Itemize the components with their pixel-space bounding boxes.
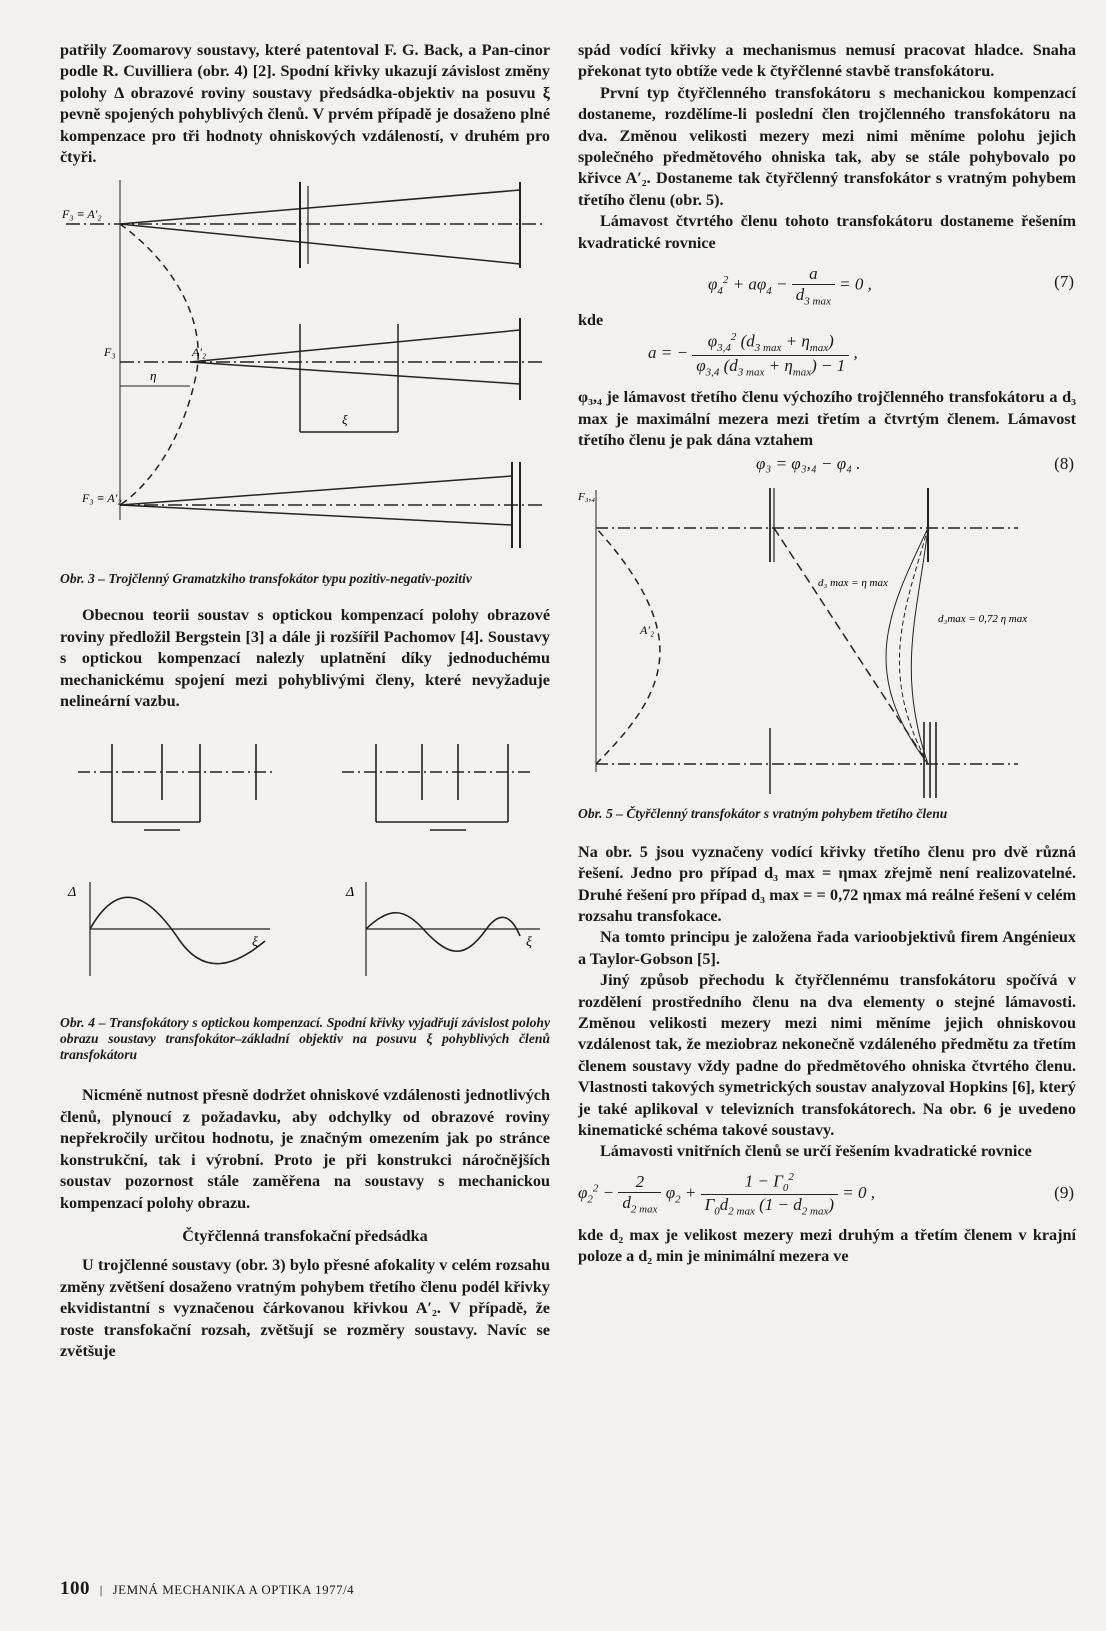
paragraph-last: kde d₂ max je velikost mezery mezi druhým a třetím členem v krajní poloze a d₂ min je minimální mezera ve: [578, 1225, 1076, 1266]
figure-3-caption: Obr. 3 – Trojčlenný Gramatzkiho transfokátor typu pozitiv-negativ-pozitiv: [60, 571, 472, 587]
figure-3: [60, 180, 550, 565]
fig5-label-a2: A′₂: [640, 622, 655, 637]
page-footer: 100 | JEMNÁ MECHANIKA A OPTIKA 1977/4: [60, 1578, 355, 1599]
fig5-label-f34: F₃,₄: [578, 490, 596, 503]
equation-7-number: (7): [1054, 272, 1074, 292]
paragraph-general-theory: Obecnou teorii soustav s optickou kompenzací polohy obrazové roviny předložil Bergstein [3] a dále ji rozšířil Pachomov [4]. Soustavy s optickou kompenzací nalezly uplatnění díky jednoduchému mechanickému spojení mezi pohyblivými členy, které nevyžaduje nelineární vazbu.: [60, 606, 550, 711]
paragraph-intro: patřily Zoomarovy soustavy, které patentoval F. G. Back, a Pan-cinor podle R. Cuvilliera (obr. 4) [2]. Spodní křivky ukazují závislost změny polohy Δ obrazové roviny soustavy předsádka-objektiv na posuvu ξ pevně spojených pohyblivých členů. V prvém případě je dosaženo plné kompenzace pro tři hodnoty ohniskových vzdáleností, v druhém pro čtyři.: [60, 41, 550, 167]
page-number: 100: [60, 1578, 90, 1599]
equation-9-number: (9): [1054, 1182, 1074, 1202]
label-kde: kde: [578, 311, 604, 330]
paragraph-continued: spád vodící křivky a mechanismus nemusí pracovat hladce. Snaha překonat tyto obtíže vede k čtyřčlenné stavbě transfokátoru.: [578, 41, 1076, 81]
figure-5-caption: Obr. 5 – Čtyřčlenný transfokátor s vratným pohybem třetího členu: [578, 805, 948, 821]
fig3-label-eta: η: [150, 368, 157, 384]
paragraph-other-method: Jiný způsob přechodu k čtyřčlennému transfokátoru spočívá v rozdělení prostředního členu na dva elementy o stejné lámavosti. Změnou velikosti mezery mezi nimi měníme jejich ohniskovou vzdálenost tak, že meziobraz nekonečně vzdáleného předmětu za třetím členem soustavy vždy padne do předmětového ohniska čtvrtého členu. Vlastnosti takových symetrických soustav analyzoval Hopkins [6], který je také aplikoval v televizních transfokátorech. Na obr. 6 je uvedeno kinematické schéma takové soustavy.: [578, 971, 1076, 1139]
equation-a: a = − $\frac{\varphi_{3,4}^2 (d_{3 max} + \eta_{max})}{\varphi_{3,4} (d_{3 max} + \eta_{max}) - 1}$ ,: [648, 331, 858, 378]
section-heading: Čtyřčlenná transfokační předsádka: [182, 1226, 428, 1245]
fig3-label-f3-a2-bottom: F₃ ≡ A′₂: [82, 491, 122, 506]
paragraph-fourth-power: Lámavost čtvrtého členu tohoto transfokátoru dostaneme řešením kvadratické rovnice: [578, 212, 1076, 252]
fig3-label-xi: ξ: [342, 412, 348, 428]
equation-8: [578, 452, 1076, 482]
figure-5: [578, 482, 1076, 802]
paragraph-however: Nicméně nutnost přesně dodržet ohniskové vzdálenosti jednotlivých členů, plynoucí z požadavku, aby odchylky od obrazové roviny nepřekročily určitou hodnotu, je značným omezením jak po stránce konstrukční, tak i výrobní. Proto je při konstrukci náročnějších soustav pozornost stále zaměřena na soustavy s mechanickou kompenzací polohy obrazu.: [60, 1086, 550, 1212]
paragraph-fig5: Na obr. 5 jsou vyznačeny vodící křivky třetího členu pro dvě různá řešení. Jedno pro případ d₃ max = ηmax zřejmě není realizovatelné. Druhé řešení pro případ d₃ max = = 0,72 ηmax má reálné řešení v celém rozsahu transfokace.: [578, 842, 1076, 925]
figure-4: [60, 736, 550, 1011]
figure-4-caption: Obr. 4 – Transfokátory s optickou kompenzací. Spodní křivky vyjadřují závislost polohy obrazu soustavy transfokátor–základní objektiv na posuvu ξ pohyblivých členů transfokátoru: [60, 1015, 550, 1063]
fig3-label-f3-a2: F₃ ≡ A′₂: [62, 207, 102, 222]
paragraph-phi34: φ₃,₄ je lámavost třetího členu výchozího trojčlenného transfokátoru a d₃ max je maximální mezera mezi třetím a čtvrtým členem. Lámavost třetího členu je pak dána vztahem: [578, 388, 1076, 450]
fig5-label-d3max-072: d₃max = 0,72 η max: [938, 612, 1028, 625]
fig3-label-f3: F₃: [104, 345, 116, 360]
paragraph-inner-members: Lámavosti vnitřních členů se určí řešením kvadratické rovnice: [600, 1142, 1032, 1161]
equation-9: $\varphi_2^2$ − $\frac{2}{d_{2 max}}$ $\varphi_2$ + $\frac{1 - \Gamma_0^2}{\Gamma_0d_{2 max} (1 - d_{2 max})}$ = 0 , (9): [578, 1170, 1074, 1218]
fig4-delta-left: Δ: [68, 885, 77, 901]
fig4-xi-left: ξ: [252, 935, 258, 951]
fig4-xi-right: ξ: [526, 935, 532, 951]
equation-8-body: φ₃ = φ₃,₄ − φ₄ .: [756, 453, 861, 473]
left-column: [60, 40, 550, 1362]
fig5-label-d3max-eta: d₃ max = η max: [818, 576, 888, 589]
equation-8-number: (8): [1054, 453, 1074, 473]
fig4-delta-right: Δ: [346, 885, 355, 901]
equation-7: $\varphi_4^2 + a\varphi_4$ − $\frac{a}{d_{3 max}}$ = 0 , (7): [708, 264, 1074, 308]
paragraph-principle: Na tomto principu je založena řada varioobjektivů firem Angénieux a Taylor-Gobson [5].: [578, 928, 1076, 968]
right-column: [578, 40, 1076, 1268]
journal-name: JEMNÁ MECHANIKA A OPTIKA 1977/4: [112, 1582, 355, 1597]
paragraph-three-member: U trojčlenné soustavy (obr. 3) bylo přesné afokality v celém rozsahu změny zvětšení dosaženo vratným pohybem třetího členu podél křivky ekvidistantní s vyznačenou čárkovanou křivkou A′₂. V případě, že roste transfokační rozsah, zvětšují se rozměry soustavy. Navíc se zvětšuje: [60, 1256, 550, 1360]
fig3-label-a2: A′₂: [192, 345, 207, 360]
paragraph-first-type: První typ čtyřčlenného transfokátoru s mechanickou kompenzací dostaneme, rozdělíme-li poslední člen trojčlenného transfokátoru na dva. Změnou velikosti mezery mezi nimi měníme polohu jejich společného předmětového ohniska tak, aby se stále pohybovalo po křivce A′₂. Dostaneme tak čtyřčlenný transfokátor s vratným pohybem třetího členu (obr. 5).: [578, 83, 1076, 209]
